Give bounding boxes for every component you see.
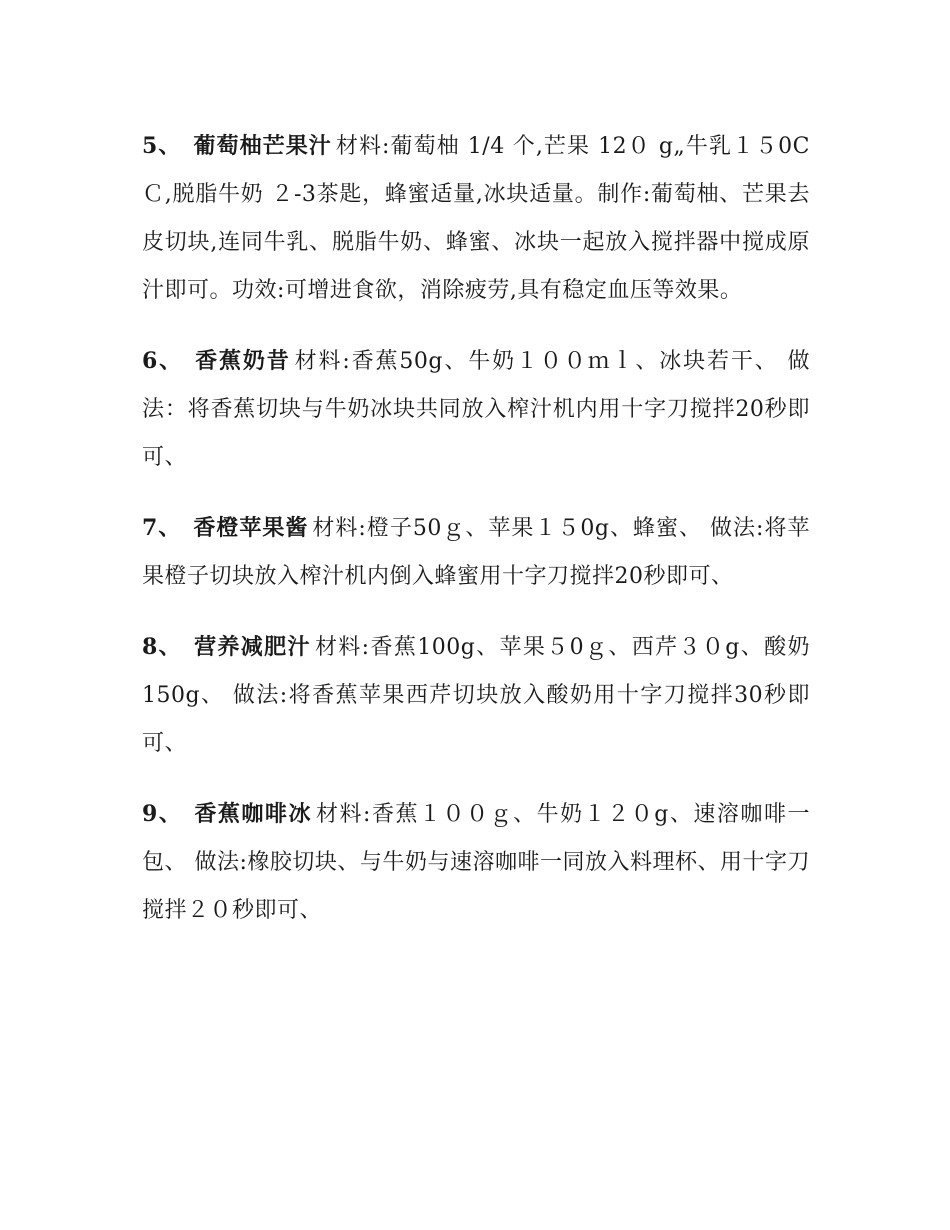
recipe-title: 营养减肥汁 (194, 634, 311, 660)
recipe-body: 材料:香蕉50g、牛奶１００ｍｌ、冰块若干、 做法：将香蕉切块与牛奶冰块共同放入榨汁机内用十字刀搅拌20秒即可、 (142, 349, 810, 470)
recipe-6 (142, 337, 810, 482)
recipe-body: 材料:葡萄柚 1/4 个,芒果 12０ g„牛乳１５0CＣ,脱脂牛奶 ２-3茶匙，蜂蜜适量,冰块适量。制作:葡萄柚、芒果去皮切块,连同牛乳、脱脂牛奶、蜂蜜、冰块一起放入搅拌器中搅成原汁即可。功效:可增进食欲，消除疲劳,具有稳定血压等效果。 (142, 134, 810, 303)
recipe-title: 葡萄柚芒果汁 (193, 133, 332, 159)
recipe-number: 9、 (142, 801, 183, 827)
recipe-5 (142, 122, 810, 315)
recipe-9 (142, 790, 810, 935)
recipe-title: 香蕉奶昔 (195, 348, 291, 374)
recipe-number: 7、 (142, 515, 182, 541)
recipe-body: 材料:香蕉100g、苹果５0ｇ、西芹３０g、酸奶150g、 做法:将香蕉苹果西芹切块放入酸奶用十字刀搅拌30秒即可、 (142, 635, 810, 756)
recipe-7 (142, 504, 810, 601)
recipe-body: 材料:橙子50ｇ、苹果１５0g、蜂蜜、 做法:将苹果橙子切块放入榨汁机内倒入蜂蜜用十字刀搅拌20秒即可、 (142, 516, 810, 589)
recipe-title: 香蕉咖啡冰 (194, 801, 312, 827)
recipe-number: 8、 (142, 634, 183, 660)
recipe-number: 5、 (142, 133, 182, 159)
document-page (142, 122, 810, 935)
recipe-body: 材料:香蕉１００ｇ、牛奶１２０g、速溶咖啡一包、 做法:橡胶切块、与牛奶与速溶咖啡一同放入料理杯、用十字刀搅拌２０秒即可、 (142, 802, 810, 923)
recipe-number: 6、 (142, 348, 184, 374)
recipe-8 (142, 623, 810, 768)
recipe-title: 香橙苹果酱 (193, 515, 309, 541)
